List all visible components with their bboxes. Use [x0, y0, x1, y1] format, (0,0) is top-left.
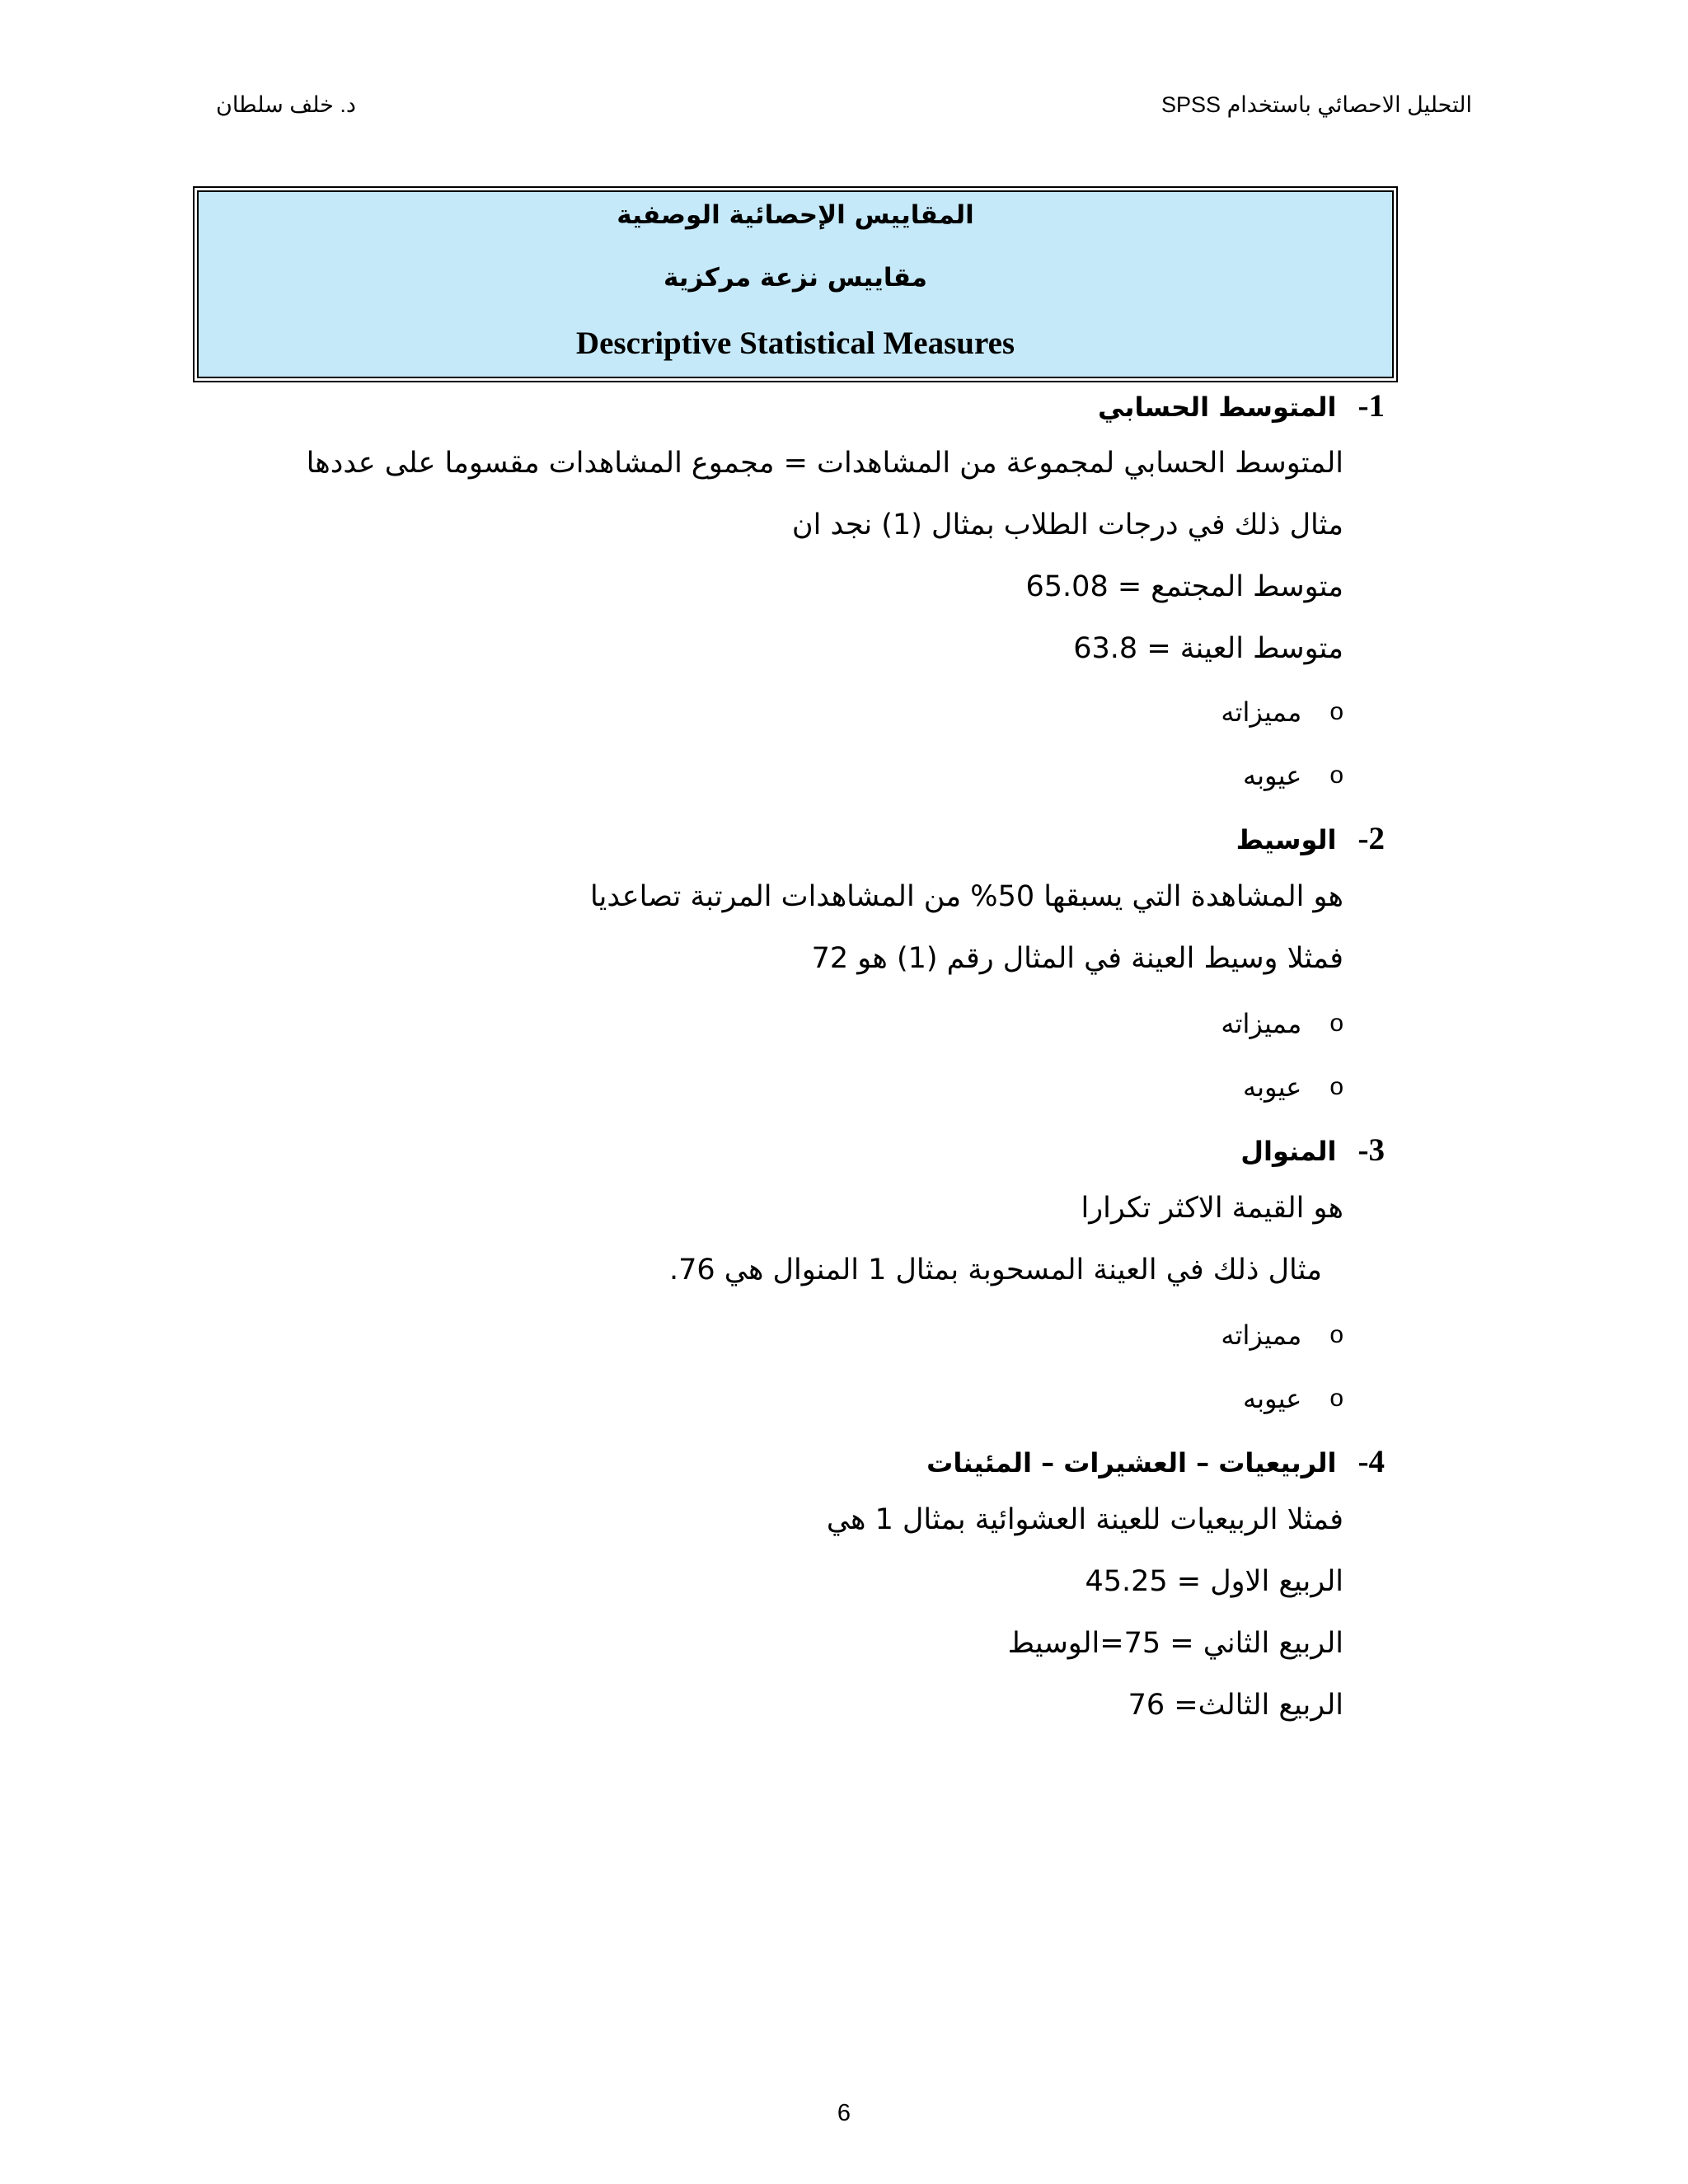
bullet-marker: o — [1329, 1073, 1343, 1100]
population-mean: متوسط المجتمع = 65.08 — [1025, 570, 1343, 603]
section-title: الوسيط — [1236, 824, 1337, 855]
list-item — [1221, 1319, 1343, 1351]
section-title: المتوسط الحسابي — [1098, 391, 1337, 423]
title-line-1: المقاييس الإحصائية الوصفية — [617, 200, 974, 230]
section-number: 1- — [1357, 388, 1385, 424]
section-4-heading — [926, 1443, 1385, 1480]
third-quartile: الربيع الثالث= 76 — [1128, 1689, 1343, 1722]
section-1-line-2: مثال ذلك في درجات الطلاب بمثال (1) نجد ان — [791, 509, 1343, 541]
section-number: 4- — [1357, 1444, 1385, 1479]
bullet-text: عيوبه — [1242, 1071, 1302, 1103]
sample-mean: متوسط العينة = 63.8 — [1073, 632, 1343, 665]
page-number: 6 — [837, 2100, 851, 2126]
section-2-line-1: هو المشاهدة التي يسبقها 50% من المشاهدات المرتبة تصاعديا — [589, 880, 1343, 913]
section-title: الربيعيات – العشيرات – المئينات — [926, 1447, 1337, 1479]
list-item — [1243, 1383, 1343, 1414]
section-1-heading — [1098, 387, 1385, 424]
header-book-title: التحليل الاحصائي باستخدام SPSS — [1161, 92, 1472, 117]
second-quartile: الربيع الثاني = 75=الوسيط — [1007, 1627, 1343, 1660]
bullet-marker: o — [1329, 762, 1343, 789]
section-number: 2- — [1357, 821, 1385, 856]
bullet-text: مميزاته — [1221, 1008, 1302, 1039]
bullet-marker: o — [1329, 1010, 1343, 1037]
section-2-heading — [1236, 820, 1385, 857]
section-4-line-1: فمثلا الربيعيات للعينة العشوائية بمثال 1 هي — [826, 1503, 1343, 1536]
bullet-text: مميزاته — [1221, 1319, 1302, 1351]
section-3-heading — [1240, 1132, 1385, 1169]
section-3-line-2: مثال ذلك في العينة المسحوبة بمثال 1 المنوال هي 76. — [668, 1254, 1322, 1286]
title-line-2: مقاييس نزعة مركزية — [663, 262, 927, 293]
header-author: د. خلف سلطان — [216, 92, 356, 117]
bullet-marker: o — [1329, 1321, 1343, 1348]
section-2-line-2: فمثلا وسيط العينة في المثال رقم (1) هو 72 — [811, 942, 1343, 975]
title-box-inner — [197, 190, 1394, 378]
list-item — [1243, 760, 1343, 791]
bullet-marker: o — [1329, 698, 1343, 725]
first-quartile: الربيع الاول = 45.25 — [1085, 1565, 1343, 1598]
title-box — [193, 186, 1398, 382]
bullet-text: عيوبه — [1242, 760, 1302, 791]
bullet-marker: o — [1329, 1385, 1343, 1412]
list-item — [1221, 1008, 1343, 1039]
list-item — [1221, 696, 1343, 728]
section-1-line-1: المتوسط الحسابي لمجموعة من المشاهدات = مجموع المشاهدات مقسوما على عددها — [306, 447, 1343, 480]
section-title: المنوال — [1240, 1136, 1337, 1167]
section-3-line-1: هو القيمة الاكثر تكرارا — [1081, 1192, 1343, 1225]
bullet-text: عيوبه — [1242, 1383, 1302, 1414]
section-number: 3- — [1357, 1132, 1385, 1168]
list-item — [1243, 1071, 1343, 1103]
title-line-3: Descriptive Statistical Measures — [575, 326, 1015, 361]
bullet-text: مميزاته — [1221, 696, 1302, 728]
